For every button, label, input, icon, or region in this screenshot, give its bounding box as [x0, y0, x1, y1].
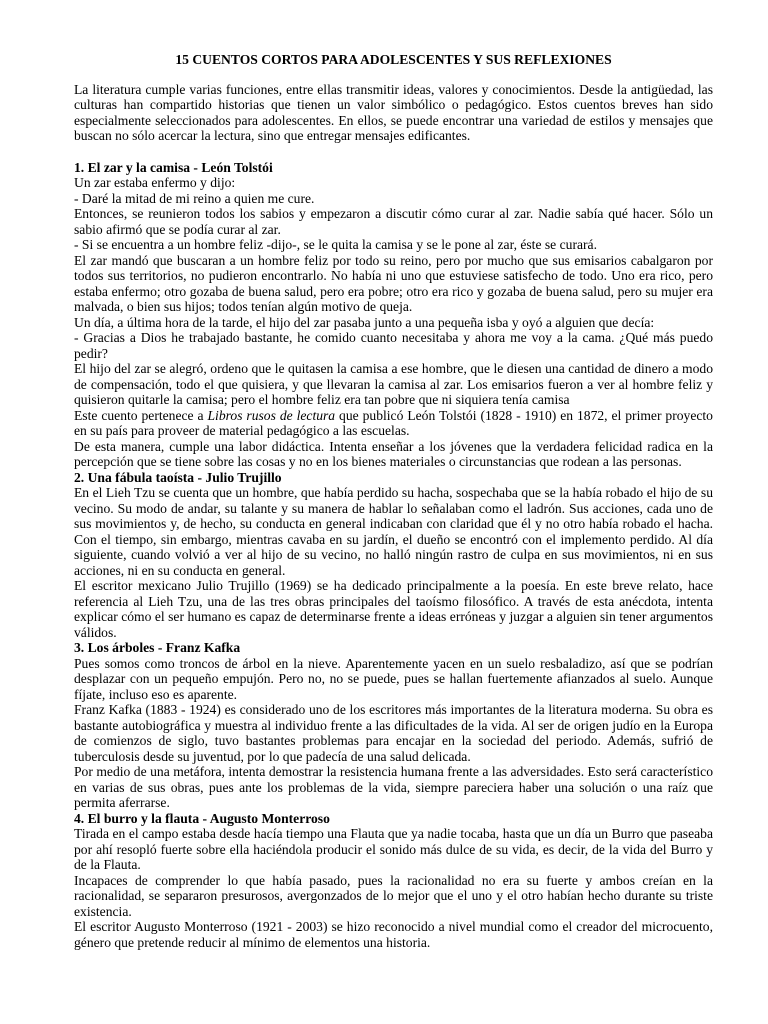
story-3-section: [74, 640, 713, 811]
story-1-paragraph: El zar mandó que buscaran a un hombre feliz por todo su reino, pero por mucho que sus emisarios cabalgaron por todos sus territorios, no pudieron encontrarlo. No había ni uno que estuviese satisfecho de todo. Uno era rico, pero estaba enfermo; otro gozaba de buena salud, pero era pobre; otro era rico y gozaba de buena salud, pero su mujer era malvada, o bien sus hijos; todos tenían algún motivo de queja.: [74, 252, 713, 314]
story-2-paragraph: En el Lieh Tzu se cuenta que un hombre, que había perdido su hacha, sospechaba que se la había robado el hijo de su vecino. Su modo de andar, su talante y su manera de hablar lo señalaban como el ladrón. Sus acciones, cada uno de sus movimientos y, de hecho, su conducta en general indicaban con claridad que él y no otro había robado el hacha. Con el tiempo, sin embargo, mientras cavaba en su jardín, el dueño se encontró con el implemento perdido. Al día siguiente, cuando volvió a ver al hijo de su vecino, no halló ningún rastro de culpa en sus movimientos, ni en sus acciones, ni en su conducta en general.: [74, 485, 713, 578]
story-2-heading: 2. Una fábula taoísta - Julio Trujillo: [74, 469, 282, 485]
story-1-paragraph: El hijo del zar se alegró, ordeno que le quitasen la camisa a ese hombre, que le diesen una cantidad de dinero a modo de compensación, todo el que quisiera, y que llevaran la camisa al zar. Los emisarios fueron a ver al hombre feliz y quisieron quitarle la camisa; pero el hombre feliz era tan pobre que ni siquiera tenía camisa: [74, 361, 713, 407]
story-4-section: [74, 811, 713, 951]
story-1-paragraph: [74, 408, 713, 439]
story-1-paragraph: - Si se encuentra a un hombre feliz -dijo-, se le quita la camisa y se le pone al zar, éste se curará.: [74, 237, 597, 252]
story-1-paragraph: Un día, a última hora de la tarde, el hijo del zar pasaba junto a una pequeña isba y oyó a alguien que decía:: [74, 314, 655, 330]
book-title: Libros rusos de lectura: [207, 407, 336, 423]
story-2-section: [74, 470, 713, 641]
intro-paragraph: La literatura cumple varias funciones, entre ellas transmitir ideas, valores y conocimientos. Desde la antigüedad, las culturas han compartido historias que tienen un valor simbólico o pedagógico. Estos cuentos breves han sido especialmente seleccionados para adolescentes. En ellos, se puede encontrar una variedad de estilos y mensajes que buscan no sólo acercar la lectura, sino que entregar mensajes edificantes.: [74, 81, 713, 143]
story-1-paragraph: - Gracias a Dios he trabajado bastante, he comido cuanto necesitaba y ahora me voy a la cama. ¿Qué más puedo pedir?: [74, 330, 713, 361]
story-1-paragraph: Entonces, se reunieron todos los sabios y empezaron a discutir cómo curar al zar. Nadie sabía qué hacer. Sólo un sabio afirmó que se podía curar al zar.: [74, 206, 713, 237]
story-1-paragraph: Un zar estaba enfermo y dijo:: [74, 175, 236, 190]
story-1-heading: 1. El zar y la camisa - León Tolstói: [74, 159, 273, 175]
story-1-section: [74, 160, 713, 470]
story-3-paragraph: Pues somos como troncos de árbol en la nieve. Aparentemente yacen en un suelo resbaladizo, así que se podrían desplazar con un pequeño empujón. Pero no, no se puede, pues se hallan fuertemente afianzados al suelo. Aunque fíjate, incluso eso es aparente.: [74, 655, 713, 702]
story-4-paragraph: El escritor Augusto Monterroso (1921 - 2003) se hizo reconocido a nivel mundial como el creador del microcuento, género que pretende reducir al mínimo de elementos una historia.: [74, 919, 713, 950]
story-4-paragraph: Incapaces de comprender lo que había pasado, pues la racionalidad no era su fuerte y ambos creían en la racionalidad, se separaron presurosos, avergonzados de lo mejor que el uno y el otro habían hecho durante su triste existencia.: [74, 872, 713, 919]
story-4-paragraph: Tirada en el campo estaba desde hacía tiempo una Flauta que ya nadie tocaba, hasta que un día un Burro que paseaba por ahí resopló fuerte sobre ella haciéndola producir el sonido más dulce de su vida, es decir, de la vida del Burro y de la Flauta.: [74, 826, 713, 872]
story-2-paragraph: El escritor mexicano Julio Trujillo (1969) se ha dedicado principalmente a la poesía. En este breve relato, hace referencia al Lieh Tzu, una de las tres obras principales del taoísmo filosófico. A través de esta anécdota, intenta explicar cómo el ser humano es capaz de determinarse frente a ideas erróneas y juzgar a alguien sin tener argumentos válidos.: [74, 578, 713, 640]
story-1-paragraph: - Daré la mitad de mi reino a quien me cure.: [74, 190, 315, 206]
story-4-heading: 4. El burro y la flauta - Augusto Monterroso: [74, 810, 330, 826]
story-1-paragraph: De esta manera, cumple una labor didáctica. Intenta enseñar a los jóvenes que la verdadera felicidad radica en la percepción que se tiene sobre las cosas y no en los bienes materiales o circunstancias que rodean a las personas.: [74, 438, 713, 469]
text-fragment: que publicó León Tolstói (1828 - 1910) en 1872, el primer proyecto en su país para proveer de material pedagógico a las escuelas.: [74, 407, 713, 438]
story-3-paragraph: Por medio de una metáfora, intenta demostrar la resistencia humana frente a las adversidades. Esto será característico en varias de sus obras, pues ante los problemas de la vida, siempre pareciera haber una solución o una raíz que permita aferrarse.: [74, 764, 713, 810]
document-page: [74, 52, 713, 950]
story-3-heading: 3. Los árboles - Franz Kafka: [74, 640, 241, 655]
document-title: 15 CUENTOS CORTOS PARA ADOLESCENTES Y SUS REFLEXIONES: [175, 52, 612, 67]
story-3-paragraph: Franz Kafka (1883 - 1924) es considerado uno de los escritores más importantes de la literatura moderna. Su obra es bastante autobiográfica y muestra al individuo frente a las dificultades de la vida. Al ser de origen judío en la Europa de comienzos de siglo, tuvo bastantes problemas para encajar en la sociedad del periodo. Además, sufrió de tuberculosis desde su juventud, por lo que padecía de una salud delicada.: [74, 702, 713, 764]
text-fragment: Este cuento pertenece a: [74, 407, 208, 423]
